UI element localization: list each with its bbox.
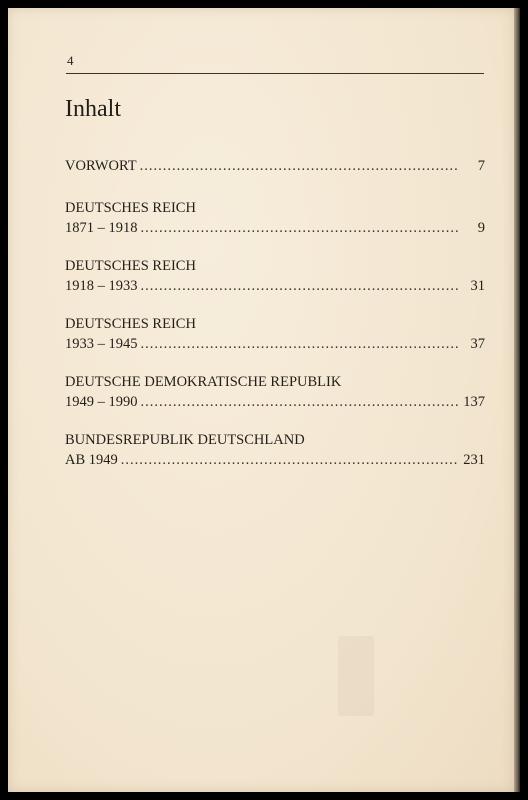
- toc-line: [65, 276, 485, 296]
- toc-entry-ddr: [65, 372, 485, 412]
- toc-entry-heading: DEUTSCHES REICH: [65, 200, 196, 216]
- toc-entry-deutsches-reich-1871: [65, 198, 485, 238]
- dot-leader: [121, 450, 459, 470]
- toc-line: [65, 334, 485, 354]
- toc-entry-heading: BUNDESREPUBLIK DEUTSCHLAND: [65, 432, 305, 448]
- toc-entry-heading: DEUTSCHES REICH: [65, 316, 196, 332]
- toc-line: [65, 450, 485, 470]
- toc-page-number: 137: [463, 394, 485, 410]
- toc-entry-heading: DEUTSCHES REICH: [65, 258, 196, 274]
- toc-heading-line: [65, 314, 485, 334]
- toc-entry-heading: DEUTSCHE DEMOKRATISCHE REPUBLIK: [65, 374, 342, 390]
- toc-line: [65, 156, 485, 176]
- toc-page-number: 231: [463, 452, 485, 468]
- dot-leader: [140, 156, 459, 176]
- toc-entry-vorwort: [65, 156, 485, 176]
- book-spine-edge: [514, 8, 520, 792]
- toc-page-number: 37: [470, 336, 485, 352]
- toc-entry-deutsches-reich-1933: [65, 314, 485, 354]
- toc-heading-line: [65, 256, 485, 276]
- dot-leader: [141, 218, 460, 238]
- toc-heading-line: [65, 430, 485, 450]
- book-page: [8, 8, 514, 792]
- toc-heading-line: [65, 198, 485, 218]
- toc-line: [65, 392, 485, 412]
- toc-entry-label: 1949 – 1990: [65, 394, 138, 410]
- toc-entry-label: VORWORT: [65, 158, 137, 174]
- dot-leader: [141, 276, 460, 296]
- page-number: 4: [67, 53, 74, 68]
- toc-entry-label: 1871 – 1918: [65, 220, 138, 236]
- header-rule: [66, 73, 484, 74]
- dot-leader: [141, 392, 460, 412]
- toc-entry-label: 1933 – 1945: [65, 336, 138, 352]
- toc-line: [65, 218, 485, 238]
- toc-page-number: 9: [477, 220, 485, 236]
- toc-heading-line: [65, 372, 485, 392]
- toc-entry-deutsches-reich-1918: [65, 256, 485, 296]
- toc-entry-label: AB 1949: [65, 452, 118, 468]
- page-title: Inhalt: [65, 96, 121, 122]
- toc-page-number: 7: [477, 158, 485, 174]
- faint-watermark-mark: [338, 636, 374, 716]
- toc-entry-label: 1918 – 1933: [65, 278, 138, 294]
- dot-leader: [141, 334, 460, 354]
- toc-page-number: 31: [470, 278, 485, 294]
- toc-entry-brd: [65, 430, 485, 470]
